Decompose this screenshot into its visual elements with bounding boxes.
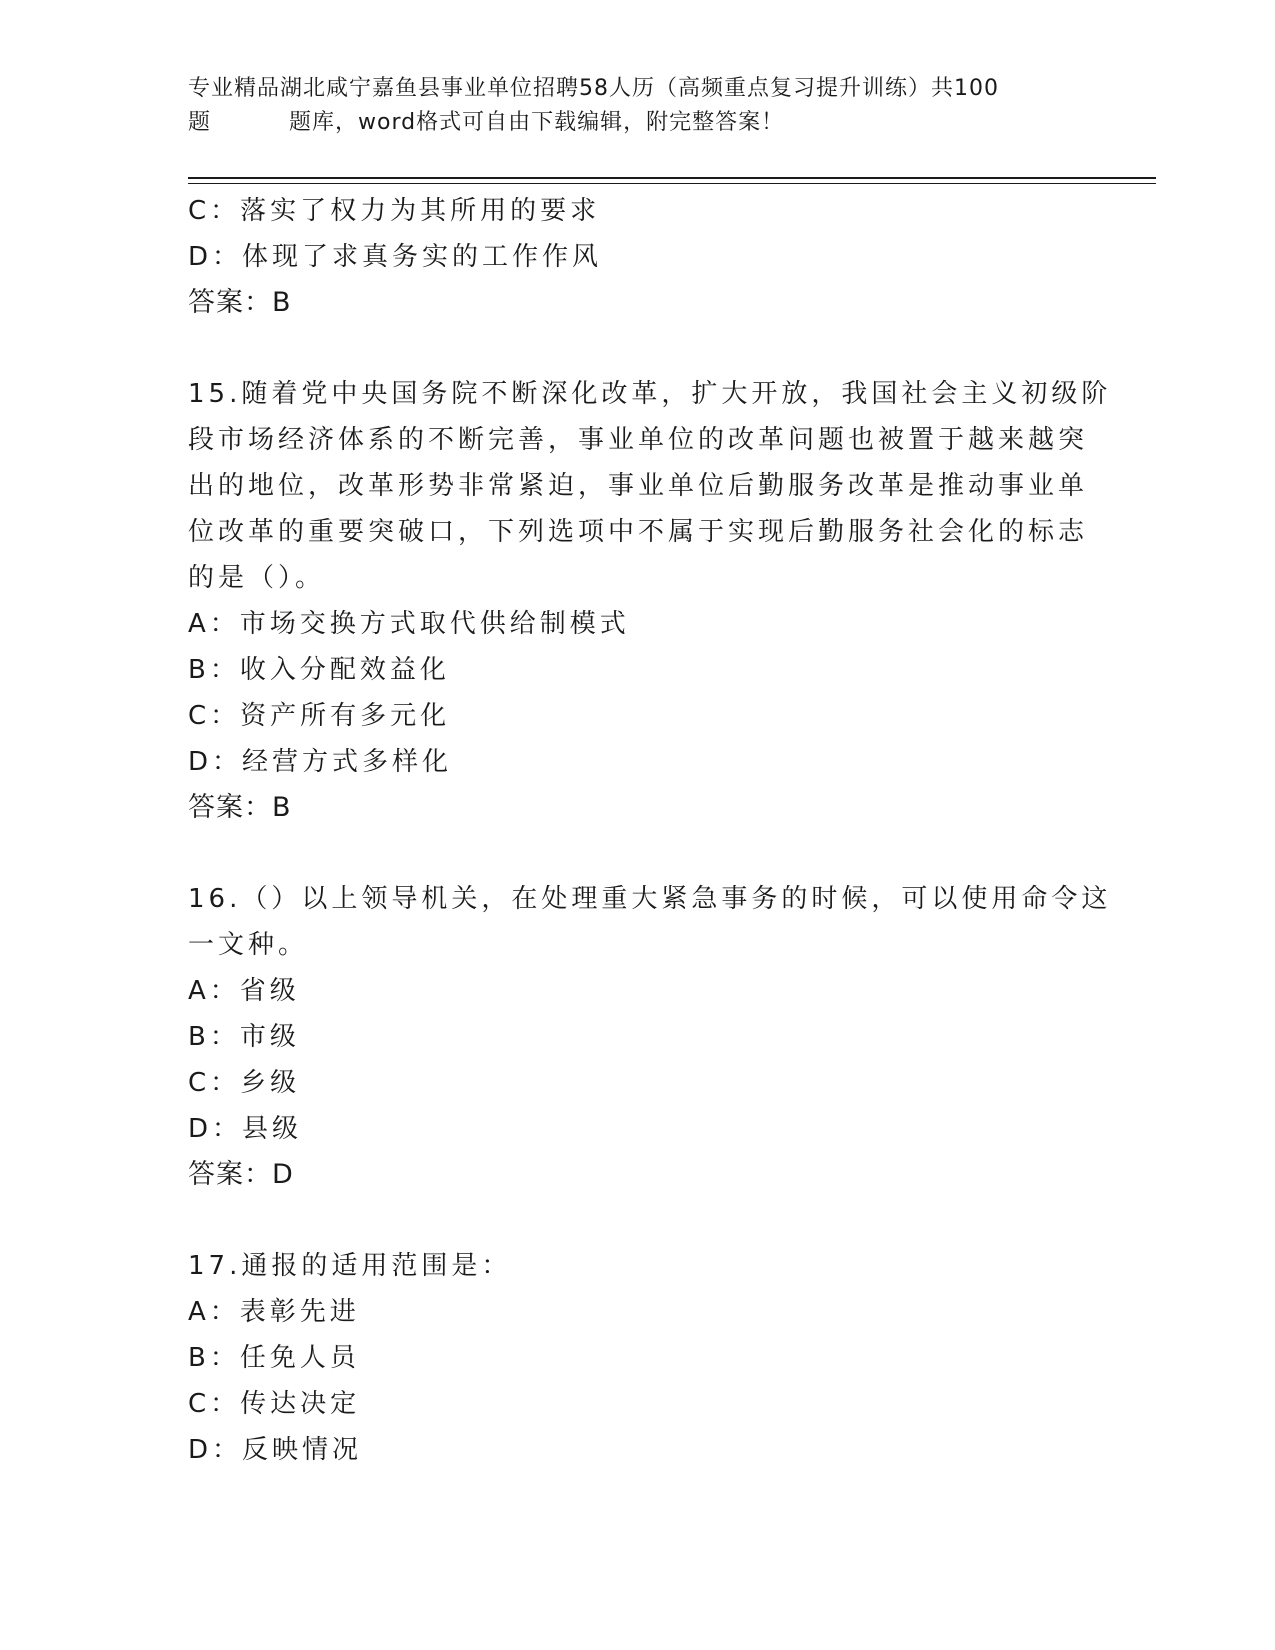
option-d: D：体现了求真务实的工作作风 [188, 242, 603, 272]
header-divider-thin [188, 183, 1156, 184]
option-a: A：市场交换方式取代供给制模式 [188, 609, 630, 639]
page-header [188, 72, 1088, 140]
option-d: D：反映情况 [188, 1435, 363, 1465]
question-text-line: 出的地位，改革形势非常紧迫，事业单位后勤服务改革是推动事业单 [188, 471, 1089, 501]
question-text-line: 段市场经济体系的不断完善，事业单位的改革问题也被置于越来越突 [188, 425, 1089, 455]
option-b: B：市级 [188, 1022, 300, 1052]
question-16 [188, 876, 1112, 1198]
question-15 [188, 371, 1112, 831]
header-title-line2-right: 题库，word格式可自由下载编辑，附完整答案！ [289, 110, 785, 135]
option-c: C：资产所有多元化 [188, 701, 451, 731]
option-a: A：表彰先进 [188, 1297, 360, 1327]
option-c: C：落实了权力为其所用的要求 [188, 196, 601, 226]
option-c: C：乡级 [188, 1068, 301, 1098]
question-text-line: 位改革的重要突破口，下列选项中不属于实现后勤服务社会化的标志 [188, 517, 1089, 547]
option-d: D：县级 [188, 1114, 303, 1144]
question-text-line: 的是（）。 [188, 563, 326, 593]
answer: 答案：B [188, 287, 292, 318]
question-text-line: 16.（）以上领导机关，在处理重大紧急事务的时候，可以使用命令这 [188, 884, 1112, 914]
question-14-tail [188, 188, 1088, 326]
header-title-line2-left: 题 [188, 110, 212, 135]
answer: 答案：B [188, 792, 292, 823]
question-text-line: 17.通报的适用范围是： [188, 1251, 512, 1281]
option-c: C：传达决定 [188, 1389, 361, 1419]
question-text-line: 一文种。 [188, 930, 309, 960]
header-divider-thick [188, 177, 1156, 179]
answer: 答案：D [188, 1159, 294, 1190]
option-a: A：省级 [188, 976, 300, 1006]
question-text-line: 15.随着党中央国务院不断深化改革，扩大开放，我国社会主义初级阶 [188, 379, 1112, 409]
header-title-line2 [188, 106, 1088, 140]
question-17 [188, 1243, 1088, 1473]
option-b: B：任免人员 [188, 1343, 360, 1373]
question-content [188, 188, 1112, 1473]
option-b: B：收入分配效益化 [188, 655, 450, 685]
option-d: D：经营方式多样化 [188, 747, 453, 777]
header-title-line1: 专业精品湖北咸宁嘉鱼县事业单位招聘58人历（高频重点复习提升训练）共100 [188, 76, 999, 101]
